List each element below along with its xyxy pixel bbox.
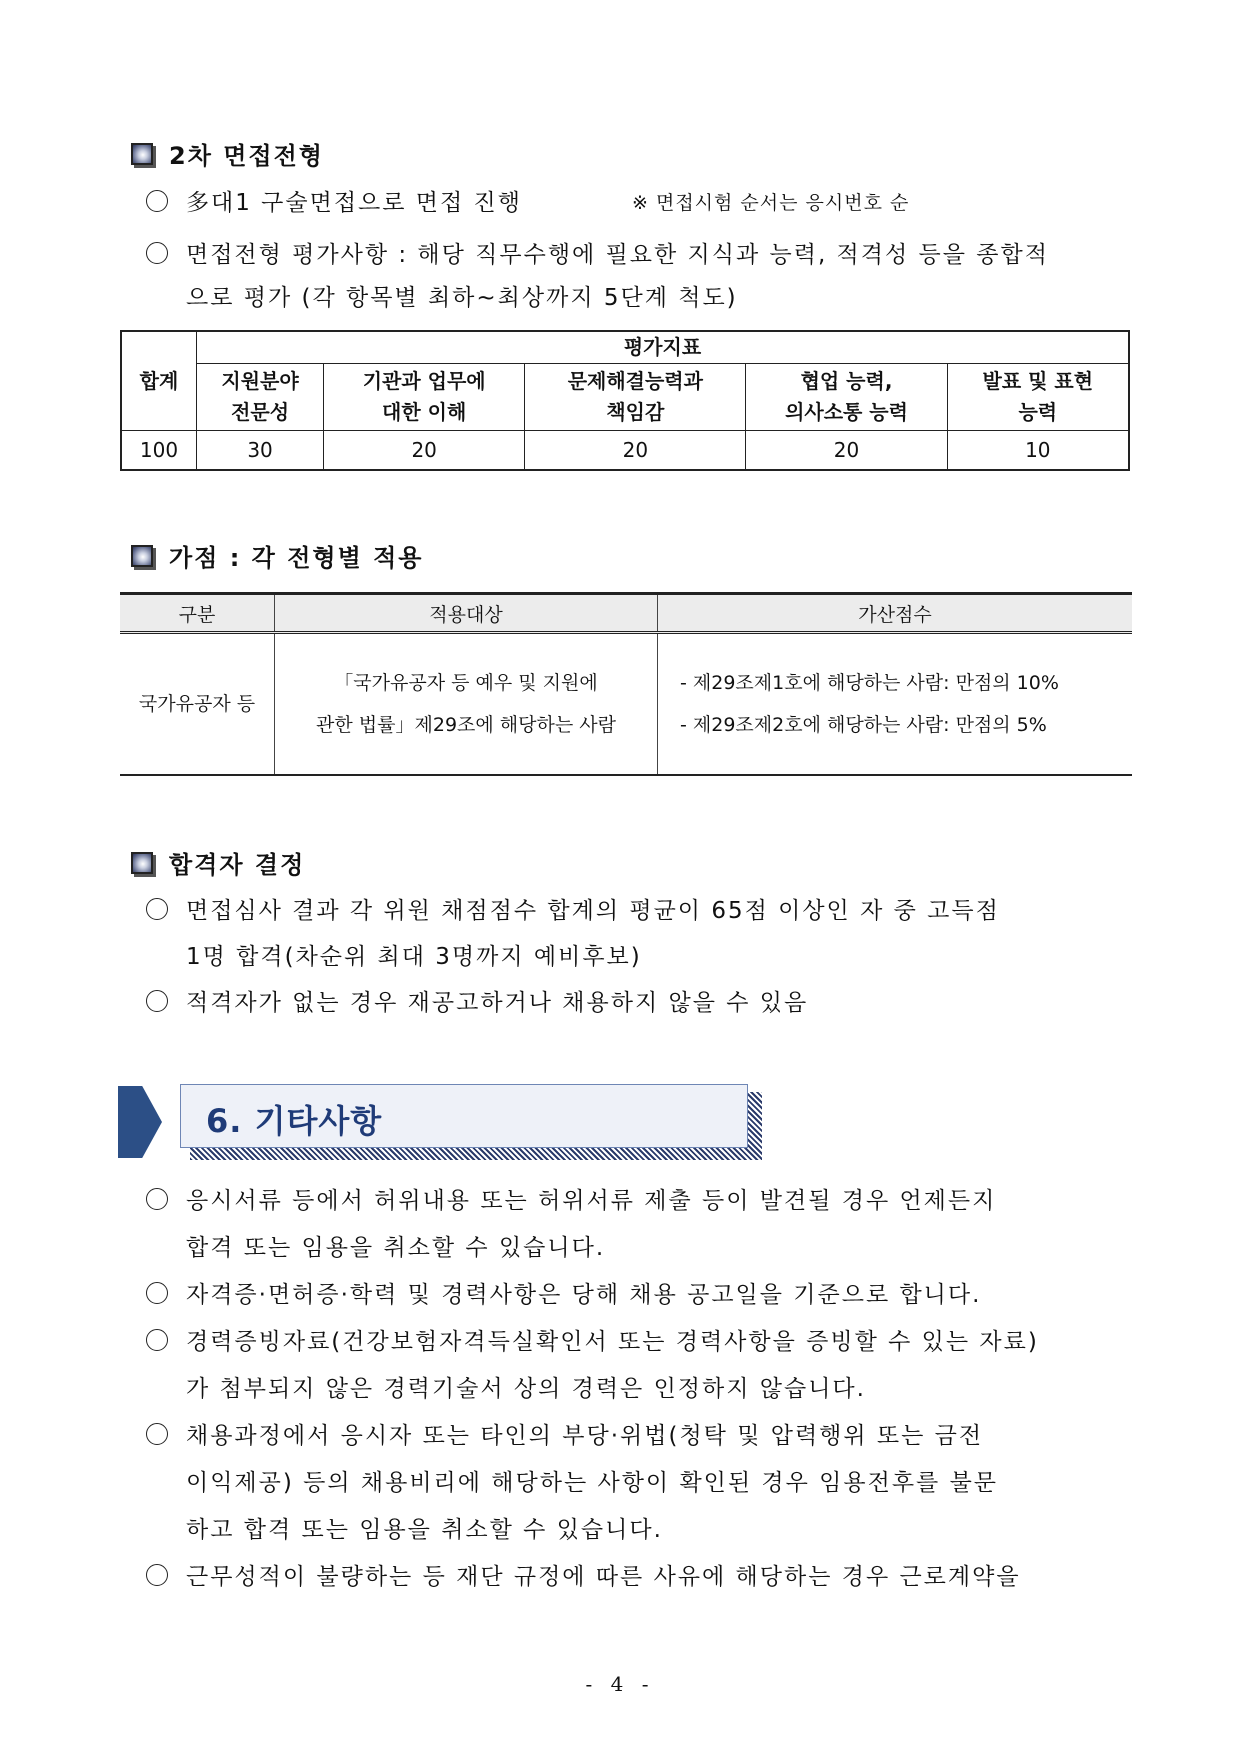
interview-heading-text: 2차 면접전형 (169, 142, 324, 170)
section-square-icon (131, 143, 153, 165)
section6-bullet-2-text: 자격증·면허증·학력 및 경력사항은 당해 채용 공고일을 기준으로 합니다. (186, 1282, 982, 1308)
interview-note: ※ 면접시험 순서는 응시번호 순 (632, 192, 910, 214)
section6-bullet-2 (146, 1272, 981, 1318)
eval-value: 30 (197, 431, 324, 471)
section6-bullet-3-line1: 경력증빙자료(건강보험자격득실확인서 또는 경력사항을 증빙할 수 있는 자료) (186, 1329, 1039, 1355)
eval-group-header: 평가지표 (197, 331, 1130, 364)
page-number: - 4 - (585, 1672, 655, 1696)
eval-col-header: 발표 및 표현 능력 (947, 364, 1129, 431)
section6-bullet-1-line1: 응시서류 등에서 허위내용 또는 허위서류 제출 등이 발견될 경우 언제든지 (186, 1188, 997, 1214)
circle-bullet-icon (146, 1282, 168, 1304)
section6-bullet-1-line2: 합격 또는 임용을 취소할 수 있습니다. (186, 1235, 606, 1261)
bonus-header-points: 가산점수 (658, 594, 1133, 633)
bonus-table (120, 592, 1132, 776)
section6-bullet-4-line1: 채용과정에서 응시자 또는 타인의 부당·위법(청탁 및 압력행위 또는 금전 (186, 1423, 984, 1449)
bonus-category: 국가유공자 등 (120, 633, 275, 776)
bonus-header-category: 구분 (120, 594, 275, 633)
pass-heading-text: 합격자 결정 (169, 851, 306, 879)
interview-bullet-1 (146, 180, 522, 226)
eval-col-header: 지원분야 전문성 (197, 364, 324, 431)
section6-bullet-3-line2: 가 첨부되지 않은 경력기술서 상의 경력은 인정하지 않습니다. (186, 1376, 866, 1402)
circle-bullet-icon (146, 990, 168, 1012)
eval-total-value: 100 (121, 431, 197, 471)
pass-bullet-2-text: 적격자가 없는 경우 재공고하거나 채용하지 않을 수 있음 (186, 990, 809, 1016)
section-square-icon (131, 852, 153, 874)
pass-bullet-1 (146, 888, 1000, 934)
interview-bullet-2-line2: 으로 평가 (각 항목별 최하~최상까지 5단계 척도) (186, 285, 738, 311)
circle-bullet-icon (146, 1329, 168, 1351)
eval-col-header: 문제해결능력과 책임감 (525, 364, 746, 431)
interview-bullet-2-line1: 면접전형 평가사항 : 해당 직무수행에 필요한 지식과 능력, 적격성 등을 종합적 (186, 242, 1049, 268)
eval-value: 20 (324, 431, 525, 471)
eval-value: 10 (947, 431, 1129, 471)
section6-bullet-1 (146, 1178, 996, 1224)
circle-bullet-icon (146, 898, 168, 920)
circle-bullet-icon (146, 190, 168, 212)
interview-bullet-1-text: 多대1 구술면접으로 면접 진행 (186, 190, 522, 216)
eval-total-header: 합계 (121, 331, 197, 431)
circle-bullet-icon (146, 1188, 168, 1210)
pass-bullet-1-line1: 면접심사 결과 각 위원 채점점수 합계의 평균이 65점 이상인 자 중 고득점 (186, 898, 1000, 924)
evaluation-table (120, 330, 1130, 471)
eval-col-header: 협업 능력, 의사소통 능력 (746, 364, 947, 431)
section6-bullet-5-text: 근무성적이 불량하는 등 재단 규정에 따른 사유에 해당하는 경우 근로계약을 (186, 1564, 1021, 1590)
section6-bullet-4 (146, 1413, 983, 1459)
bonus-target: 「국가유공자 등 예우 및 지원에 관한 법률」제29조에 해당하는 사람 (275, 633, 658, 776)
circle-bullet-icon (146, 242, 168, 264)
bonus-section-heading (131, 538, 424, 573)
section6-title: 6. 기타사항 (206, 1102, 383, 1140)
interview-section-heading (131, 136, 324, 171)
eval-value: 20 (525, 431, 746, 471)
section6-bullet-5 (146, 1554, 1021, 1600)
section6-bullet-3 (146, 1319, 1039, 1365)
section6-bullet-4-line2: 이익제공) 등의 채용비리에 해당하는 사항이 확인된 경우 임용전후를 불문 (186, 1470, 999, 1496)
pass-section-heading (131, 845, 305, 880)
section6-bullet-4-line3: 하고 합격 또는 임용을 취소할 수 있습니다. (186, 1517, 663, 1543)
circle-bullet-icon (146, 1564, 168, 1586)
section-square-icon (131, 545, 153, 567)
pass-bullet-2 (146, 980, 808, 1026)
interview-bullet-2 (146, 232, 1049, 278)
bonus-points: - 제29조제1호에 해당하는 사람: 만점의 10% - 제29조제2호에 해당하는 사람: 만점의 5% (658, 633, 1133, 776)
bonus-heading-text: 가점 : 각 전형별 적용 (169, 544, 424, 572)
section-arrow-icon (118, 1086, 162, 1158)
circle-bullet-icon (146, 1423, 168, 1445)
pass-bullet-1-line2: 1명 합격(차순위 최대 3명까지 예비후보) (186, 944, 642, 970)
eval-value: 20 (746, 431, 947, 471)
bonus-header-target: 적용대상 (275, 594, 658, 633)
eval-col-header: 기관과 업무에 대한 이해 (324, 364, 525, 431)
